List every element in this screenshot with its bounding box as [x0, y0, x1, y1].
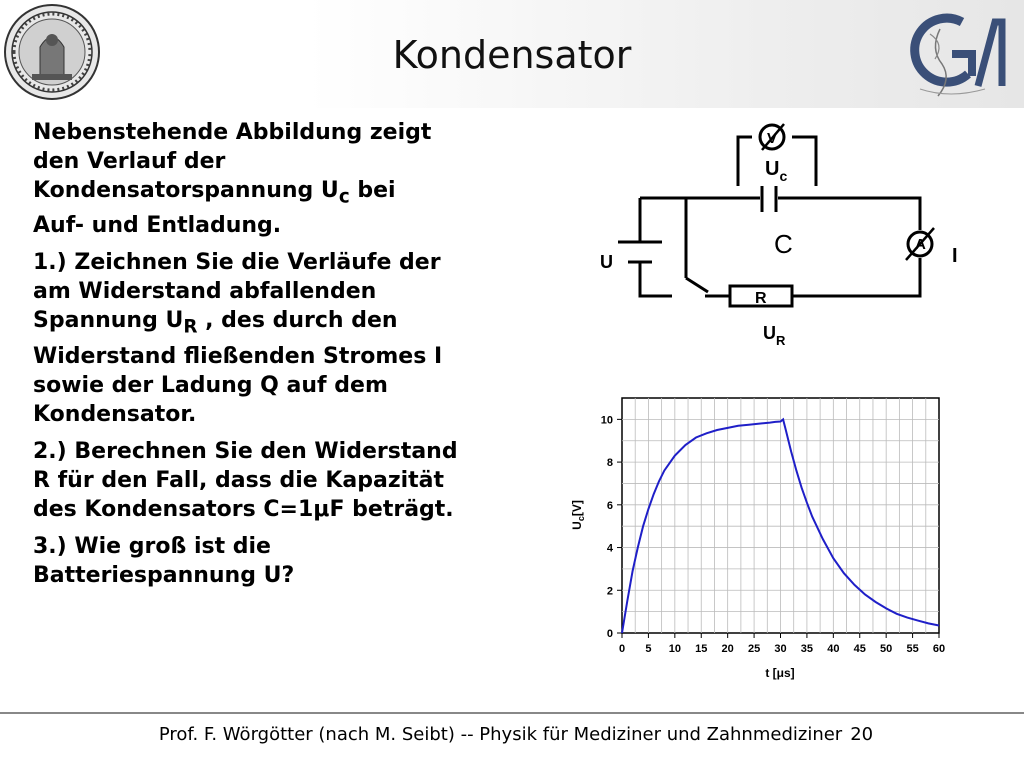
x-axis-label: t [μs]: [765, 666, 795, 680]
slide-footer: [0, 724, 1024, 745]
y-tick-label: 0: [606, 628, 613, 640]
x-tick-label: 25: [747, 643, 761, 655]
x-tick-label: 55: [906, 643, 919, 655]
x-tick-label: 15: [695, 643, 708, 655]
current-label: I: [952, 245, 958, 267]
x-tick-label: 10: [668, 643, 681, 655]
capacitor-voltage-chart: [555, 385, 965, 699]
x-tick-label: 5: [645, 643, 652, 655]
circuit-diagram: [590, 110, 990, 364]
footer-divider: [0, 712, 1024, 714]
question-1: 1.) Zeichnen Sie die Verläufe der am Widerstand abfallenden Spannung $U_R$ , des durch den Widerstand fließenden Stromes I sowie der Ladung Q auf dem Kondensator.: [33, 250, 443, 427]
capacitor-symbol: [762, 186, 776, 212]
question-2: 2.) Berechnen Sie den Widerstand R für den Fall, dass die Kapazität des Kondensators C=1μF beträgt.: [33, 438, 458, 522]
y-tick-label: 10: [600, 414, 613, 427]
slide-title: Kondensator: [392, 33, 632, 77]
intro-paragraph: Nebenstehende Abbildung zeigt den Verlauf der Kondensatorspannung $U_c$ bei Auf- und Entladung.: [33, 120, 432, 239]
battery-label: U: [600, 252, 613, 272]
question-3: 3.) Wie groß ist die Batteriespannung U?: [33, 533, 295, 588]
voltmeter-label: V: [767, 130, 778, 147]
x-tick-label: 45: [853, 643, 866, 655]
x-tick-label: 35: [800, 643, 814, 655]
y-axis-label: $U_c[V]$: [570, 500, 586, 530]
ur-label: $U_R$: [763, 323, 786, 348]
y-tick-label: 8: [606, 457, 613, 470]
y-tick-label: 2: [606, 585, 613, 598]
x-tick-label: 60: [932, 643, 946, 655]
task-text: [33, 118, 463, 598]
x-tick-label: 0: [618, 643, 626, 655]
capacitor-label: C: [774, 229, 793, 259]
y-tick-label: 4: [606, 542, 613, 555]
footer-text: Prof. F. Wörgötter (nach M. Seibt) -- Physik für Mediziner und Zahnmediziner: [158, 724, 843, 745]
x-tick-label: 50: [880, 643, 893, 655]
x-tick-label: 20: [721, 643, 734, 655]
battery-symbol: [618, 242, 662, 262]
x-tick-label: 40: [827, 643, 840, 655]
ammeter-label: A: [915, 236, 926, 253]
resistor-label: R: [755, 290, 767, 307]
page-number: 20: [850, 724, 874, 745]
uc-label: $U_c$: [765, 158, 788, 184]
x-tick-label: 30: [774, 643, 787, 655]
y-tick-label: 6: [606, 499, 613, 512]
